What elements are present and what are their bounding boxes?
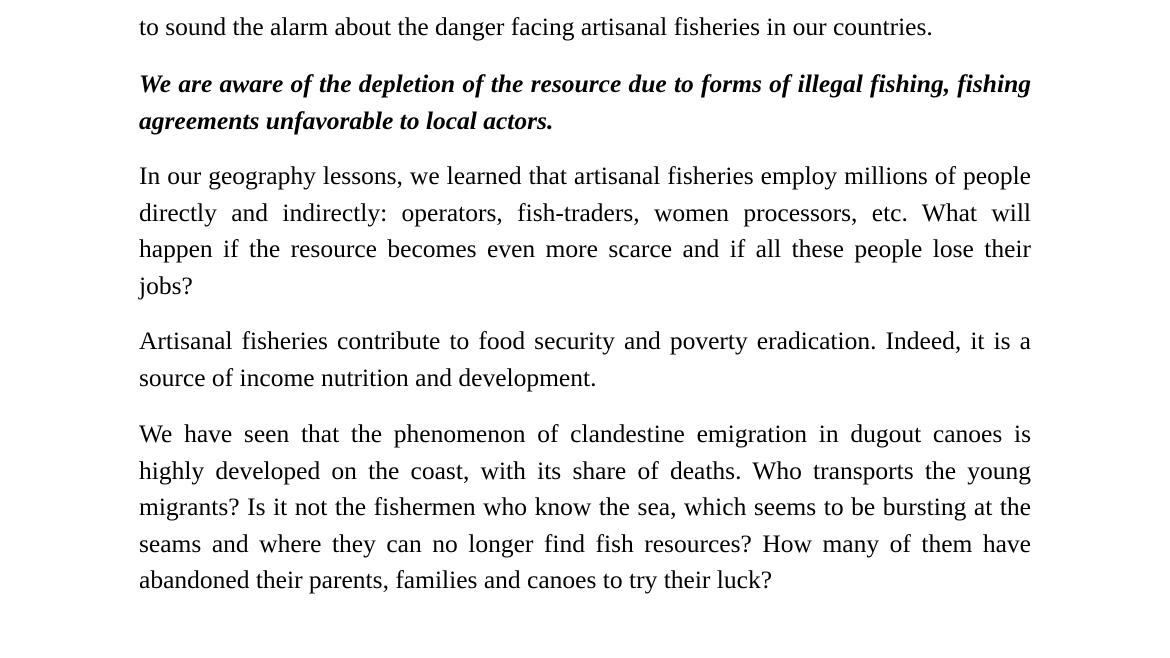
paragraph-alarm: to sound the alarm about the danger facing artisanal fisheries in our countries. [139,12,933,41]
paragraph-clandestine-emigration: We have seen that the phenomenon of clandestine emigration in dugout canoes is highly developed on the coast, with its share of deaths. Who transports the young migrants? Is it not the fishermen who know the sea, which seems to be bursting at the seams and where they can no longer find fish resources? How many of them have abandoned their parents, families and canoes to try their luck? [139,419,1031,594]
paragraph-geography-lessons: In our geography lessons, we learned that artisanal fisheries employ millions of people directly and indirectly: operators, fish-traders, women processors, etc. What will happen if the resource becomes even more scarce and if all these people lose their jobs? [139,161,1031,300]
paragraph-food-security: Artisanal fisheries contribute to food security and poverty eradication. Indeed, it is a source of income nutrition and development. [139,326,1031,392]
paragraph-depletion-emphasis: We are aware of the depletion of the resource due to forms of illegal fishing, fishing agreements unfavorable to local actors. [139,69,1031,135]
